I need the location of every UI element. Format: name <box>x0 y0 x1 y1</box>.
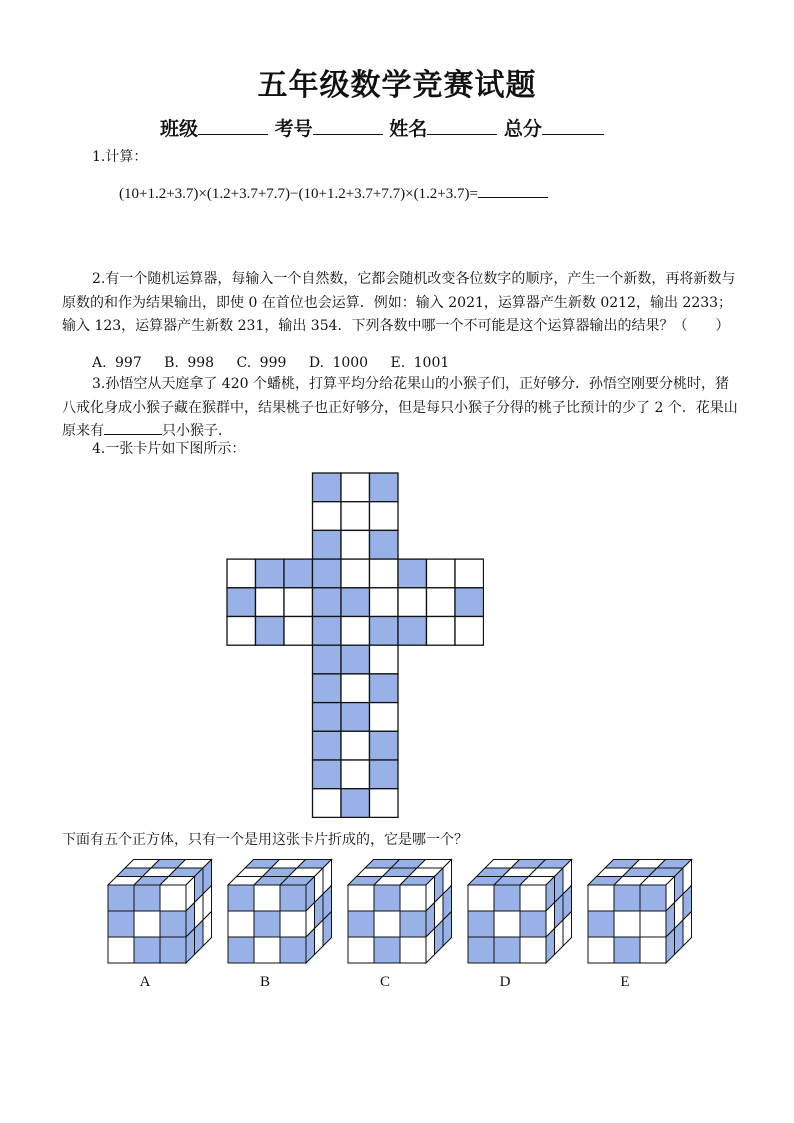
net-cell <box>370 502 399 531</box>
net-cell <box>455 617 484 646</box>
cube-cell <box>640 937 666 963</box>
cross-card-net <box>226 472 484 818</box>
net-cell <box>313 502 342 531</box>
exam-number-label: 考号 <box>274 118 313 140</box>
cube-cell <box>108 885 134 911</box>
question-2-body: 2.有一个随机运算器，每输入一个自然数，它都会随机改变各位数字的顺序，产生一个新数，再将新数与原数的和作为结果输出，即使 0 在首位也会运算．例如：输入 2021，运算器产生新数 0212，输出 2233；输入 123，运算器产生新数 231，输出 354．下列各数中哪一个不可能是这个运算器输出的结果？（ ） <box>62 271 736 334</box>
net-cell <box>313 731 342 760</box>
net-cell <box>370 617 399 646</box>
question-1-formula <box>119 185 548 203</box>
cube-cell <box>468 885 494 911</box>
net-cell <box>313 674 342 703</box>
net-cell <box>313 617 342 646</box>
net-cell <box>313 559 342 588</box>
net-cell <box>227 559 256 588</box>
net-cell <box>227 588 256 617</box>
net-cell <box>256 559 285 588</box>
net-cell <box>370 530 399 559</box>
cube-cell <box>494 937 520 963</box>
cube-cell <box>254 937 280 963</box>
cube-cell <box>134 937 160 963</box>
cube-cell <box>400 911 426 937</box>
cube-cell <box>134 911 160 937</box>
name-label: 姓名 <box>389 118 428 140</box>
student-info-row <box>160 114 604 141</box>
cube-cell <box>280 937 306 963</box>
cube-cell <box>640 911 666 937</box>
net-cell <box>341 588 370 617</box>
net-cell <box>227 617 256 646</box>
cube-cell <box>160 937 186 963</box>
cube-cell <box>494 911 520 937</box>
cube-cell <box>494 885 520 911</box>
net-cell <box>284 617 313 646</box>
cube-cell <box>348 937 374 963</box>
net-cell <box>256 588 285 617</box>
net-cell <box>313 530 342 559</box>
net-cell <box>341 789 370 818</box>
question-2-options: A. 997 B. 998 C. 999 D. 1000 E. 1001 <box>92 355 450 371</box>
cube-cell <box>640 885 666 911</box>
cube-cell <box>520 911 546 937</box>
net-cell <box>370 760 399 789</box>
net-cell <box>370 789 399 818</box>
cube-cell <box>520 885 546 911</box>
answer-blank-3[interactable] <box>104 422 162 435</box>
score-blank[interactable] <box>542 116 604 135</box>
net-cell <box>341 645 370 674</box>
net-cell <box>370 703 399 732</box>
cube-cell <box>280 911 306 937</box>
net-cell <box>341 473 370 502</box>
net-cell <box>398 559 427 588</box>
cube-cell <box>588 937 614 963</box>
cube-cell <box>254 911 280 937</box>
cube-label-a: A <box>139 974 151 990</box>
net-cell <box>370 473 399 502</box>
cube-cell <box>468 911 494 937</box>
net-cell <box>341 731 370 760</box>
question-3-text <box>62 373 742 444</box>
net-cell <box>370 674 399 703</box>
question-3-tail: 只小猴子． <box>162 423 232 439</box>
cube-label-c: C <box>379 974 390 990</box>
page-title: 五年级数学竞赛试题 <box>257 68 537 103</box>
net-cell <box>341 703 370 732</box>
net-cell <box>313 760 342 789</box>
net-cell <box>313 645 342 674</box>
cube-label-d: D <box>499 974 511 990</box>
cube-cell <box>520 937 546 963</box>
cube-cell <box>134 885 160 911</box>
net-cell <box>341 617 370 646</box>
answer-blank-1[interactable] <box>478 185 548 198</box>
formula-expression: (10+1.2+3.7)×(1.2+3.7+7.7)−(10+1.2+3.7+7.7)×(1.2+3.7)= <box>119 186 478 202</box>
question-2-text <box>62 268 742 339</box>
score-label: 总分 <box>503 118 542 140</box>
name-blank[interactable] <box>427 116 497 135</box>
cube-cell <box>614 937 640 963</box>
question-1-label: 1.计算： <box>92 149 148 165</box>
net-cell <box>427 617 456 646</box>
cube-cell <box>400 885 426 911</box>
class-label: 班级 <box>160 118 199 140</box>
exam-number-blank[interactable] <box>313 116 383 135</box>
net-cell <box>313 588 342 617</box>
cube-cell <box>228 885 254 911</box>
net-cell <box>398 617 427 646</box>
net-cell <box>455 588 484 617</box>
cube-cell <box>374 911 400 937</box>
net-cell <box>313 703 342 732</box>
net-cell <box>427 559 456 588</box>
class-blank[interactable] <box>198 116 268 135</box>
cube-cell <box>280 885 306 911</box>
cube-cell <box>614 911 640 937</box>
cube-cell <box>160 911 186 937</box>
net-cell <box>256 617 285 646</box>
net-cell <box>370 645 399 674</box>
net-cell <box>370 731 399 760</box>
cube-cell <box>228 937 254 963</box>
cube-cell <box>400 937 426 963</box>
net-cell <box>284 559 313 588</box>
net-cell <box>341 502 370 531</box>
cube-cell <box>348 911 374 937</box>
cube-cell <box>468 937 494 963</box>
net-cell <box>370 588 399 617</box>
cube-cell <box>254 885 280 911</box>
cube-label-e: E <box>620 974 630 990</box>
net-cell <box>341 674 370 703</box>
net-cell <box>398 588 427 617</box>
cube-cell <box>160 885 186 911</box>
net-cell <box>313 789 342 818</box>
cube-cell <box>348 885 374 911</box>
net-cell <box>341 760 370 789</box>
net-cell <box>341 559 370 588</box>
question-4-prompt: 下面有五个正方体，只有一个是用这张卡片折成的，它是哪一个？ <box>62 832 468 848</box>
cube-cell <box>588 885 614 911</box>
cube-options <box>100 855 710 970</box>
cube-cell <box>108 911 134 937</box>
cube-cell <box>614 885 640 911</box>
cube-cell <box>374 885 400 911</box>
net-cell <box>370 559 399 588</box>
net-cell <box>284 588 313 617</box>
net-cell <box>341 530 370 559</box>
cube-cell <box>108 937 134 963</box>
net-cell <box>427 588 456 617</box>
cube-label-b: B <box>259 974 270 990</box>
net-cell <box>313 473 342 502</box>
cube-cell <box>374 937 400 963</box>
cube-cell <box>228 911 254 937</box>
question-3-body: 3.孙悟空从天庭拿了 420 个蟠桃，打算平均分给花果山的小猴子们，正好够分．孙悟空刚要分桃时，猪八戒化身成小猴子藏在猴群中，结果桃子也正好够分，但是每只小猴子分得的桃子比预计的少了 2 个．花果山原来有 <box>62 376 738 439</box>
cube-cell <box>588 911 614 937</box>
net-cell <box>455 559 484 588</box>
question-4-intro: 4.一张卡片如下图所示： <box>92 441 246 457</box>
